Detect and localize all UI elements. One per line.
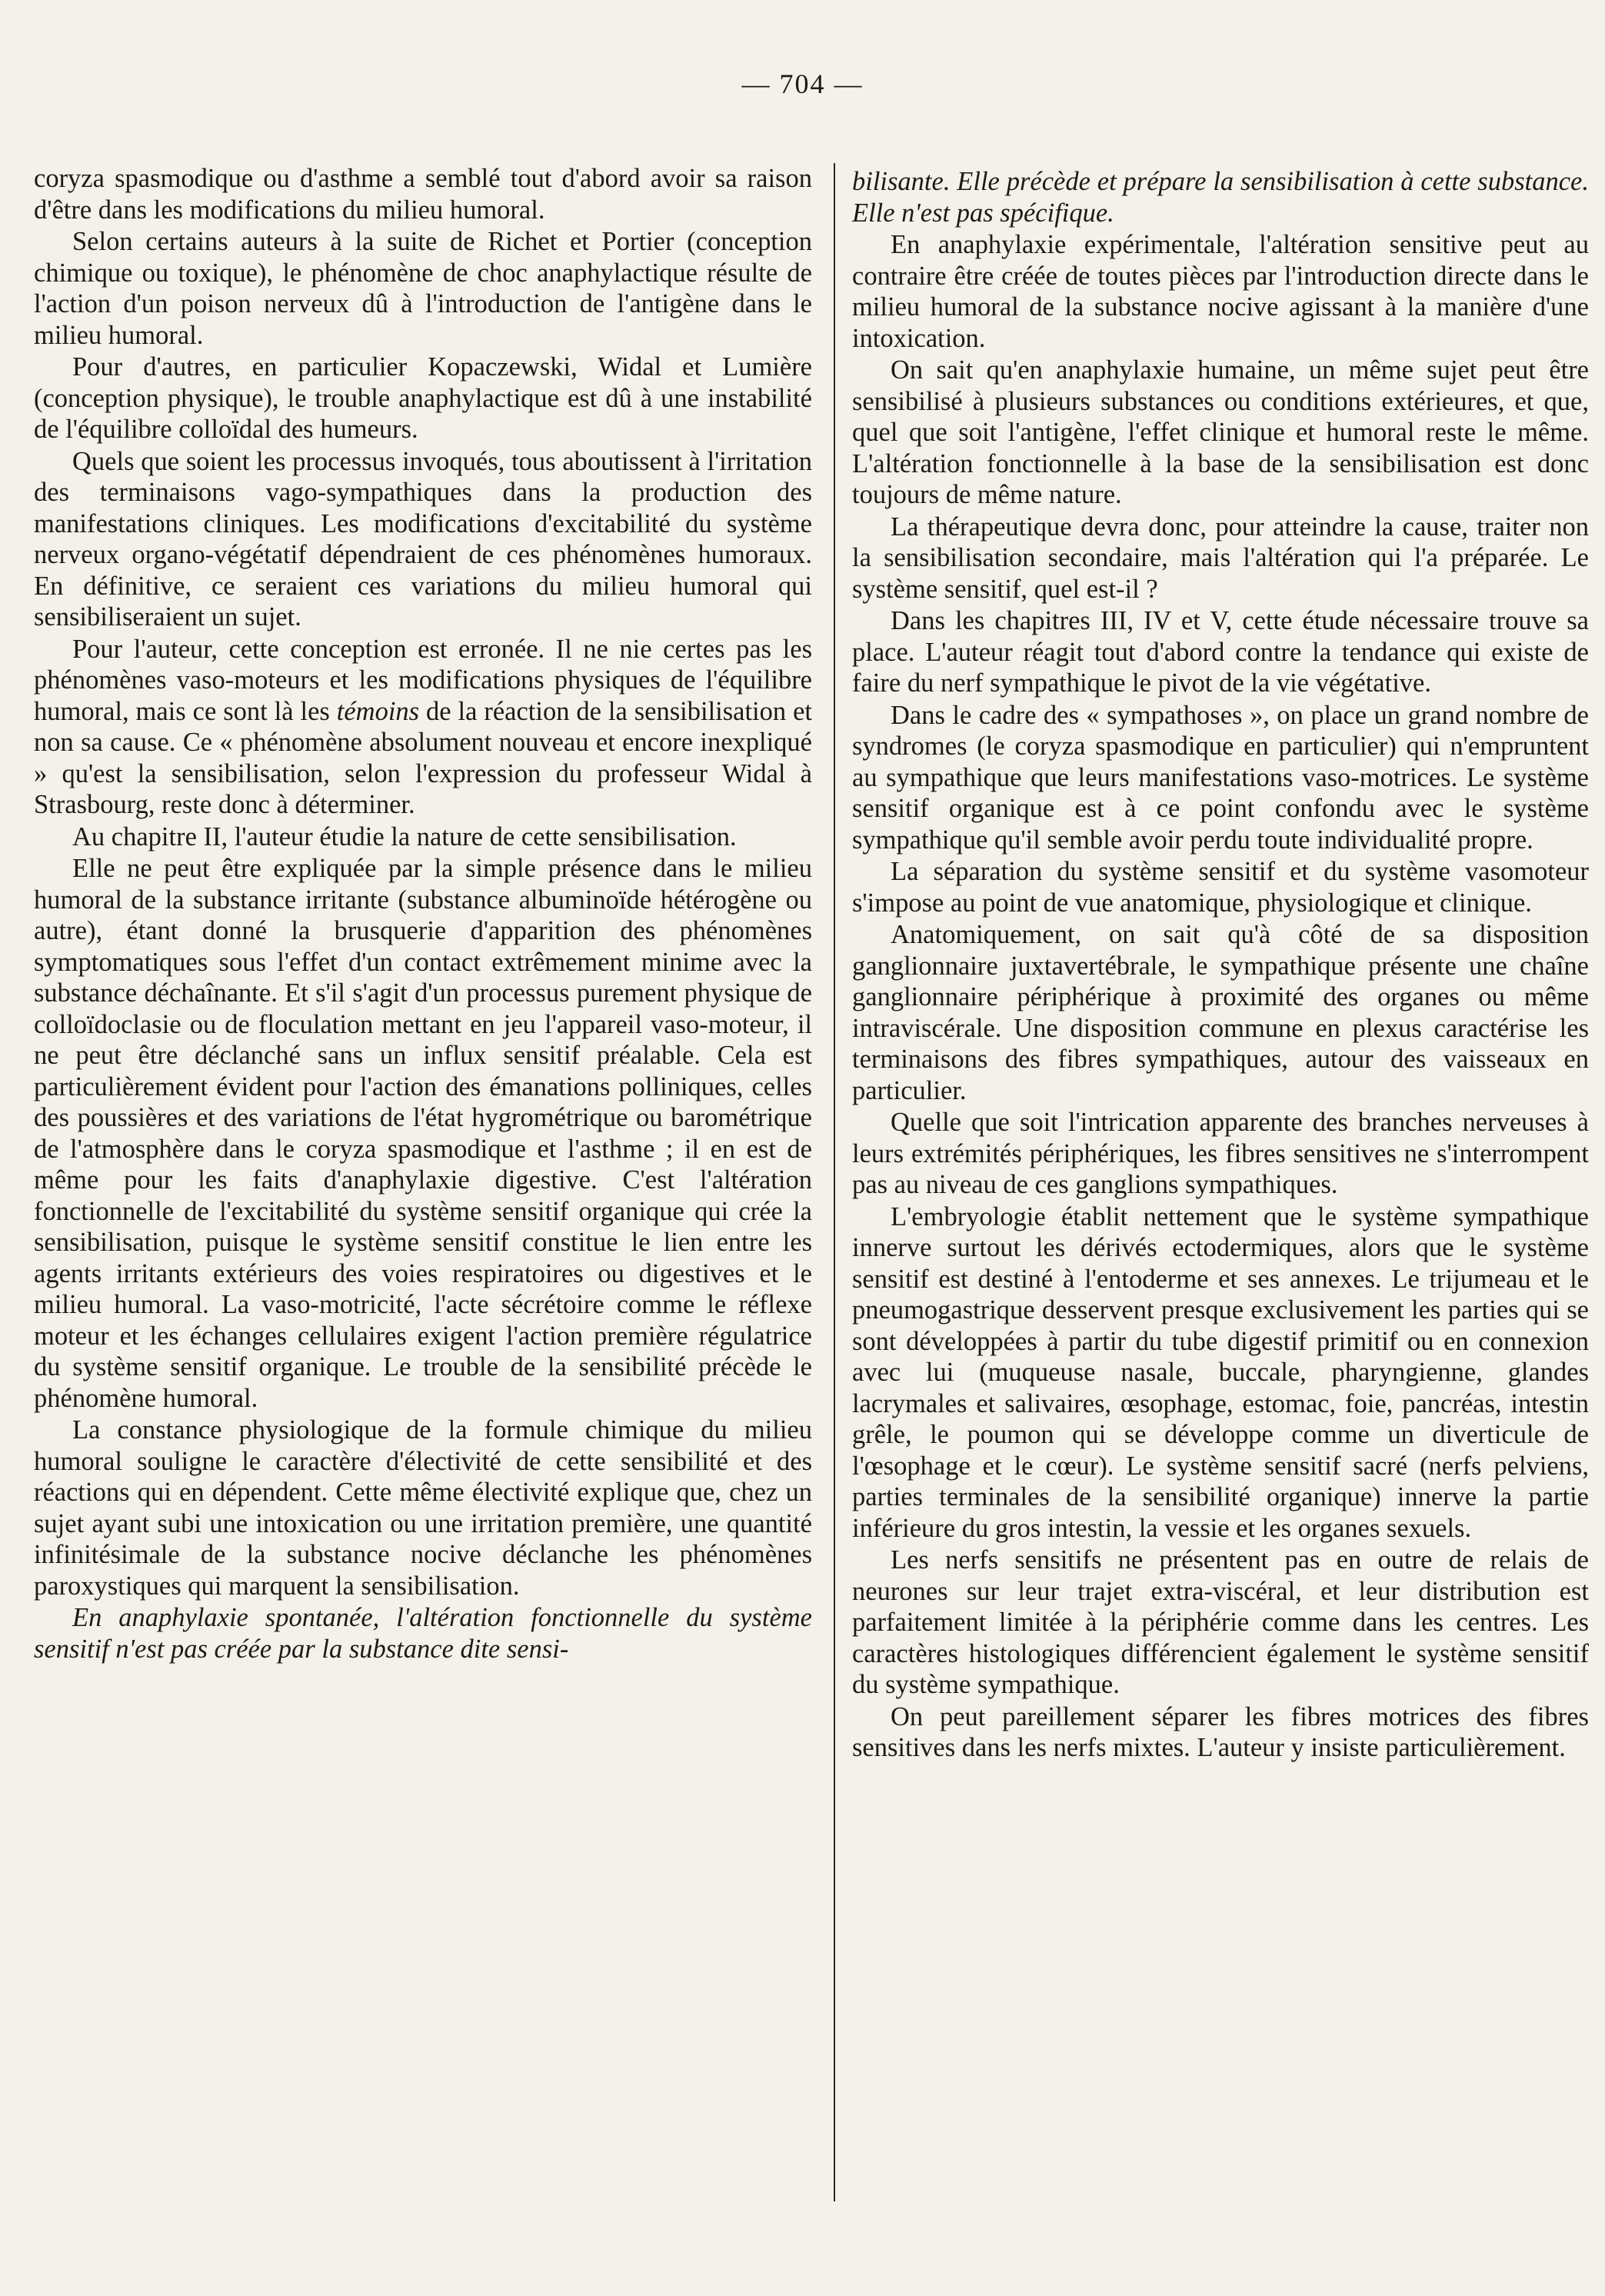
paragraph-italic: bilisante. Elle précède et prépare la sensibilisation à cette substance. Elle n'est pas spécifique. xyxy=(852,167,1589,228)
page-number: — 704 — xyxy=(741,68,864,99)
paragraph-text: Pour l'auteur, cette conception est erronée. Il ne nie certes pas les phénomènes vaso-moteurs et les modifications physiques de l'équilibre humoral, mais ce sont là les xyxy=(34,634,812,726)
right-column xyxy=(852,166,1589,1764)
paragraph: En anaphylaxie expérimentale, l'altération sensitive peut au contraire être créée de toutes pièces par l'introduction directe dans le milieu humoral de la substance nocive agissant à la manière d'une intoxication. xyxy=(852,230,1589,353)
paragraph: Elle ne peut être expliquée par la simple présence dans le milieu humoral de la substance irritante (substance albuminoïde hétérogène ou autre), étant donné la brusquerie d'apparition des phénomènes symptomatiques sous l'effet d'un contact extrêmement minime avec la substance déchaînante. Et s'il s'agit d'un processus purement physique de colloïdoclasie ou de floculation mettant en jeu l'appareil vaso-moteur, il ne peut être déclanché sans un influx sensitif préalable. Cela est particulièrement évident pour l'action des émanations polliniques, celles des poussières et des variations de l'état hygrométrique ou barométrique de l'atmosphère dans le coryza spasmodique et l'asthme ; il en est de même pour les faits d'anaphylaxie digestive. C'est l'altération fonctionnelle de l'excitabilité du système sensitif organique qui crée la sensibilisation, puisque le système sensitif constitue le lien entre les agents irritants extérieurs des voies respiratoires ou digestives et le milieu humoral. La vaso-motricité, l'acte sécrétoire comme le réflexe moteur et les échanges cellulaires exigent l'action première régulatrice du système sensitif organique. Le trouble de la sensibilité précède le phénomène humoral. xyxy=(34,854,812,1413)
left-column xyxy=(34,163,812,1665)
column-divider xyxy=(834,163,835,2201)
paragraph: Quels que soient les processus invoqués, tous aboutissent à l'irritation des terminaisons vago-sympathiques dans la production des manifestations cliniques. Les modifications d'excitabilité du système nerveux organo-végétatif dépendraient de ces phénomènes humoraux. En définitive, ce seraient ces variations du milieu humoral qui sensibiliseraient un sujet. xyxy=(34,446,812,631)
paragraph: Selon certains auteurs à la suite de Richet et Portier (conception chimique ou toxique), le phénomène de choc anaphylactique résulte de l'action d'un poison nerveux dû à l'introduction de l'antigène dans le milieu humoral. xyxy=(34,227,812,350)
paragraph: Dans les chapitres III, IV et V, cette étude nécessaire trouve sa place. L'auteur réagit tout d'abord contre la tendance qui existe de faire du nerf sympathique le pivot de la vie végétative. xyxy=(852,606,1589,698)
paragraph: La constance physiologique de la formule chimique du milieu humoral souligne le caractère d'électivité de cette sensibilité et des réactions qui en dépendent. Cette même électivité explique que, chez un sujet ayant subi une intoxication ou une irritation première, une quantité infinitésimale de la substance nocive déclanche les phénomènes paroxystiques qui marquent la sensibilisation. xyxy=(34,1415,812,1601)
paragraph xyxy=(34,634,812,821)
paragraph-italic: En anaphylaxie spontanée, l'altération fonctionnelle du système sensitif n'est pas créée par la substance dite sensi- xyxy=(34,1603,812,1664)
paragraph: Au chapitre II, l'auteur étudie la nature de cette sensibilisation. xyxy=(72,821,737,851)
paragraph: La thérapeutique devra donc, pour atteindre la cause, traiter non la sensibilisation secondaire, mais l'altération qui l'a préparée. Le système sensitif, quel est-il ? xyxy=(852,512,1589,604)
paragraph: La séparation du système sensitif et du système vasomoteur s'impose au point de vue anatomique, physiologique et clinique. xyxy=(852,857,1589,918)
paragraph: Pour d'autres, en particulier Kopaczewski, Widal et Lumière (conception physique), le trouble anaphylactique est dû à une instabilité de l'équilibre colloïdal des humeurs. xyxy=(34,352,812,444)
paragraph: Les nerfs sensitifs ne présentent pas en outre de relais de neurones sur leur trajet extra-viscéral, et leur distribution est parfaitement limitée à la périphérie comme dans les centres. Les caractères histologiques différencient également le système sensitif du système sympathique. xyxy=(852,1545,1589,1699)
paragraph-text: de la réaction de la sensibilisation et non sa cause. Ce « phénomène absolument nouveau et encore inexpliqué » qu'est la sensibilisation, selon l'expression du professeur Widal à Strasbourg, reste donc à déterminer. xyxy=(34,696,812,819)
paragraph: L'embryologie établit nettement que le système sympathique innerve surtout les dérivés ectodermiques, alors que le système sensitif est destiné à l'entoderme et ses annexes. Le trijumeau et le pneumogastrique desservent presque exclusivement les parties qui se sont développées à partir du tube digestif primitif ou en connexion avec lui (muqueuse nasale, buccale, pharyngienne, glandes lacrymales et salivaires, œsophage, estomac, foie, pancréas, intestin grêle, le poumon qui se développe comme un diverticule de l'œsophage et le cœur). Le système sensitif sacré (nerfs pelviens, parties terminales de la sensibilité organique) innerve la partie inférieure du gros intestin, la vessie et les organes sexuels. xyxy=(852,1201,1589,1543)
paragraph: On sait qu'en anaphylaxie humaine, un même sujet peut être sensibilisé à plusieurs substances ou conditions extérieures, et que, quel que soit l'antigène, l'effet clinique et humoral reste le même. L'altération fonctionnelle à la base de la sensibilisation est donc toujours de même nature. xyxy=(852,355,1589,509)
italic-term: témoins xyxy=(336,696,420,726)
paragraph: Dans le cadre des « sympathoses », on place un grand nombre de syndromes (le coryza spasmodique en particulier) qui n'empruntent au sympathique que leurs manifestations vaso-motrices. Le système sensitif organique est à ce point confondu avec le système sympathique qu'il semble avoir perdu toute individualité propre. xyxy=(852,700,1589,855)
paragraph: Quelle que soit l'intrication apparente des branches nerveuses à leurs extrémités périphériques, les fibres sensitives ne s'interrompent pas au niveau de ces ganglions sympathiques. xyxy=(852,1108,1589,1199)
paragraph: Anatomiquement, on sait qu'à côté de sa disposition ganglionnaire juxtavertébrale, le sympathique présente une chaîne ganglionnaire périphérique à proximité des organes ou même intraviscérale. Une disposition commune en plexus caractérise les terminaisons des fibres sympathiques, autour des vaisseaux en particulier. xyxy=(852,920,1589,1105)
paragraph: coryza spasmodique ou d'asthme a semblé tout d'abord avoir sa raison d'être dans les modifications du milieu humoral. xyxy=(34,164,812,225)
paragraph: On peut pareillement séparer les fibres motrices des fibres sensitives dans les nerfs mixtes. L'auteur y insiste particulièrement. xyxy=(852,1701,1589,1762)
